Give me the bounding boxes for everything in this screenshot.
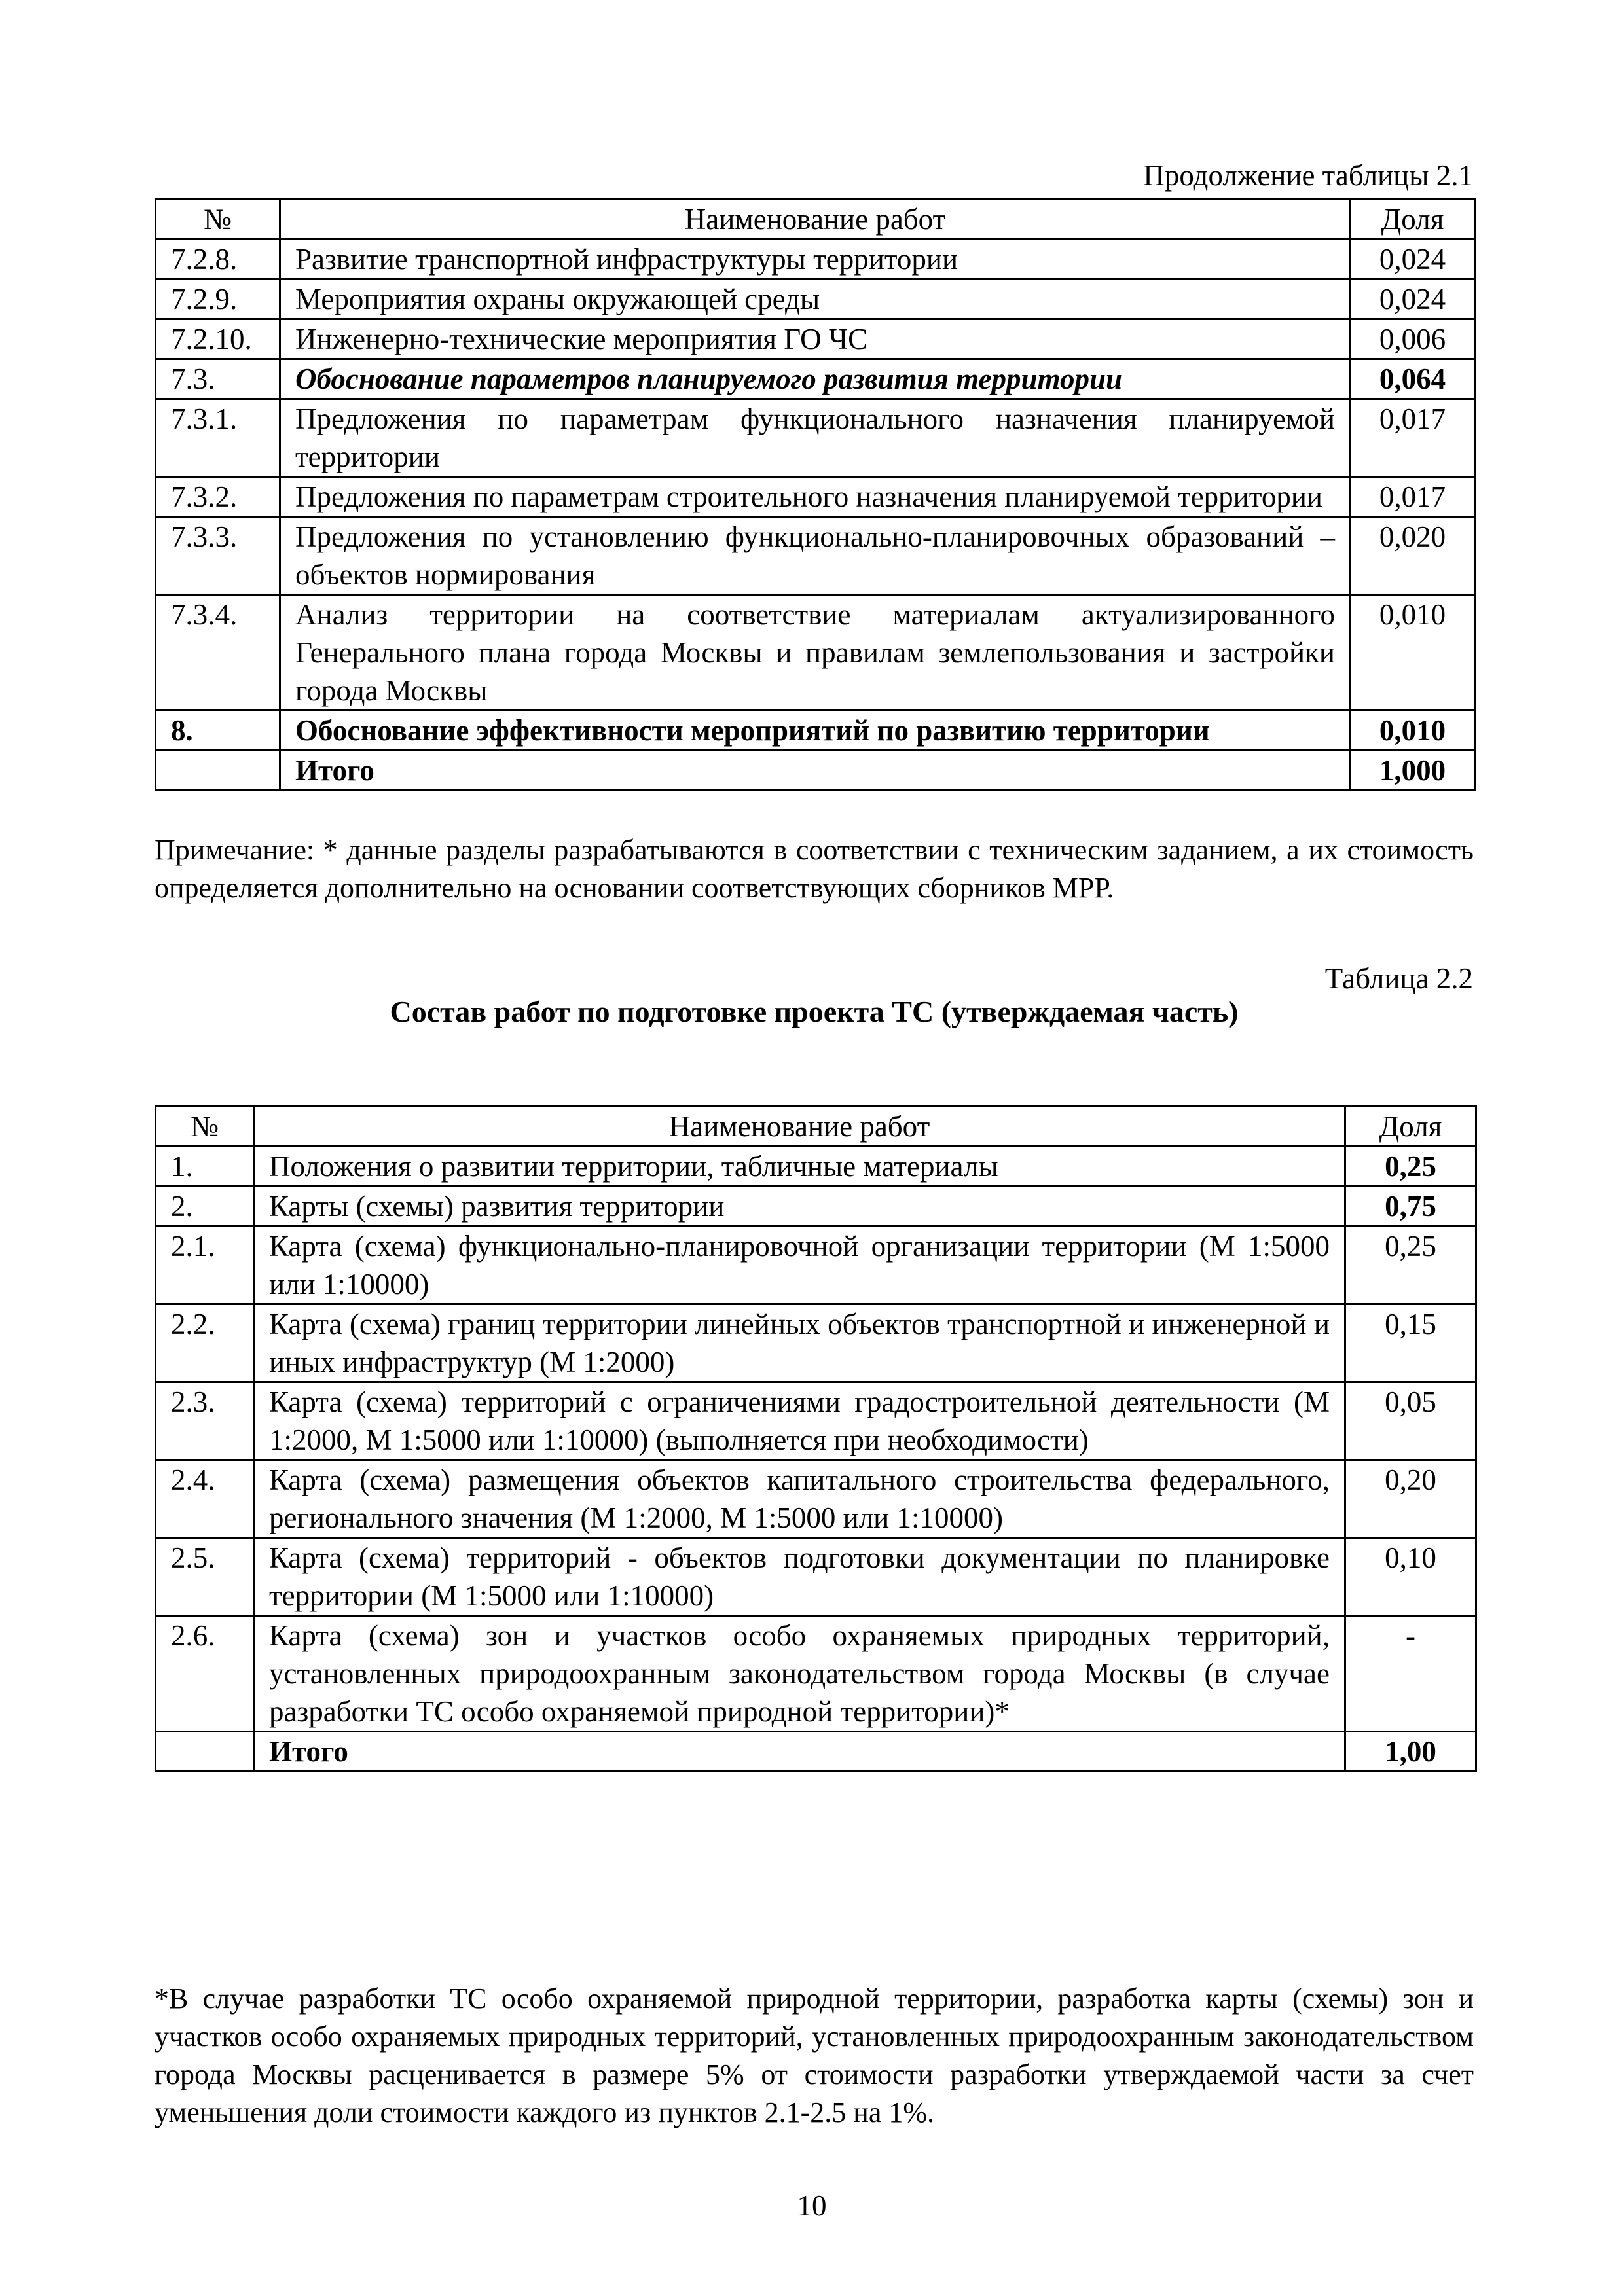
table-row [156, 751, 1475, 791]
table-row [156, 1187, 1476, 1227]
row-share-cell: 0,15 [1345, 1304, 1476, 1382]
row-share-cell: 0,25 [1345, 1147, 1476, 1187]
table2-header-row [156, 1107, 1476, 1147]
table1-header-name: Наименование работ [280, 200, 1351, 240]
row-share-cell: - [1345, 1616, 1476, 1732]
table-row [156, 711, 1475, 751]
row-num-cell: 2.4. [156, 1460, 254, 1538]
table2-label: Таблица 2.2 [1324, 962, 1473, 995]
row-num-cell: 1. [156, 1147, 254, 1187]
table-row [156, 359, 1475, 399]
row-name-cell: Инженерно-технические мероприятия ГО ЧС [280, 319, 1351, 359]
row-share-cell: 0,25 [1345, 1227, 1476, 1304]
table2-title: Состав работ по подготовке проекта ТС (утверждаемая часть) [390, 995, 1239, 1028]
row-num-cell: 2.2. [156, 1304, 254, 1382]
table-row [156, 595, 1475, 711]
row-name-cell: Предложения по параметрам функционального назначения планируемой территории [280, 399, 1351, 477]
row-name-cell: Обоснование параметров планируемого развития территории [280, 359, 1351, 399]
table1 [155, 198, 1476, 791]
table-row [156, 1538, 1476, 1616]
table1-body [156, 200, 1475, 791]
row-share-cell: 0,017 [1351, 477, 1475, 517]
table-row [156, 1732, 1476, 1772]
table-row [156, 240, 1475, 279]
row-name-cell: Развитие транспортной инфраструктуры территории [280, 240, 1351, 279]
table-row [156, 1460, 1476, 1538]
row-num-cell: 2. [156, 1187, 254, 1227]
page-number: 10 [797, 2189, 827, 2222]
table1-header-row [156, 200, 1475, 240]
row-name-cell: Предложения по параметрам строительного назначения планируемой территории [280, 477, 1351, 517]
table1-caption: Продолжение таблицы 2.1 [1143, 159, 1473, 192]
table-row [156, 399, 1475, 477]
row-num-cell: 7.3. [156, 359, 280, 399]
footnote: *В случае разработки ТС особо охраняемой природной территории, разработка карты (схемы) зон и участков особо охраняемых природных территорий, установленных природоохранным законодательством города Москвы расценивается в размере 5% от стоимости разработки утверждаемой части за счет уменьшения доли стоимости каждого из пунктов 2.1-2.5 на 1%. [155, 1982, 1474, 2128]
row-name-cell: Карта (схема) зон и участков особо охраняемых природных территорий, установленных природоохранным законодательством города Москвы (в случае разработки ТС особо охраняемой природной территории)* [254, 1616, 1345, 1732]
row-name-cell: Итого [254, 1732, 1345, 1772]
row-share-cell: 0,10 [1345, 1538, 1476, 1616]
row-num-cell: 7.3.2. [156, 477, 280, 517]
row-share-cell: 0,20 [1345, 1460, 1476, 1538]
table-row [156, 1304, 1476, 1382]
row-num-cell: 7.2.9. [156, 279, 280, 319]
row-name-cell: Карта (схема) границ территории линейных объектов транспортной и инженерной и иных инфраструктур (М 1:2000) [254, 1304, 1345, 1382]
table-row [156, 477, 1475, 517]
row-num-cell [156, 751, 280, 791]
table-row [156, 1382, 1476, 1460]
table2-header-num: № [156, 1107, 254, 1147]
row-name-cell: Карты (схемы) развития территории [254, 1187, 1345, 1227]
row-name-cell: Анализ территории на соответствие материалам актуализированного Генерального плана города Москвы и правилам землепользования и застройки города Москвы [280, 595, 1351, 711]
row-name-cell: Карта (схема) территорий с ограничениями градостроительной деятельности (М 1:2000, М 1:5000 или 1:10000) (выполняется при необходимости) [254, 1382, 1345, 1460]
row-share-cell: 0,024 [1351, 240, 1475, 279]
row-share-cell: 0,024 [1351, 279, 1475, 319]
table-row [156, 517, 1475, 595]
row-share-cell: 0,05 [1345, 1382, 1476, 1460]
row-name-cell: Предложения по установлению функционально-планировочных образований – объектов нормирования [280, 517, 1351, 595]
row-num-cell: 7.3.1. [156, 399, 280, 477]
row-num-cell: 7.2.8. [156, 240, 280, 279]
table2-body [156, 1107, 1476, 1772]
row-num-cell: 2.3. [156, 1382, 254, 1460]
row-num-cell [156, 1732, 254, 1772]
table1-note: Примечание: * данные разделы разрабатываются в соответствии с техническим заданием, а их стоимость определяется дополнительно на основании соответствующих сборников МРР. [155, 834, 1474, 904]
table2-header-name: Наименование работ [254, 1107, 1345, 1147]
row-num-cell: 7.3.3. [156, 517, 280, 595]
row-name-cell: Карта (схема) функционально-планировочной организации территории (М 1:5000 или 1:10000) [254, 1227, 1345, 1304]
table2-header-share: Доля [1345, 1107, 1476, 1147]
row-share-cell: 0,020 [1351, 517, 1475, 595]
table-row [156, 1227, 1476, 1304]
table-row [156, 1147, 1476, 1187]
row-num-cell: 2.6. [156, 1616, 254, 1732]
row-name-cell: Положения о развитии территории, табличные материалы [254, 1147, 1345, 1187]
table-row [156, 279, 1475, 319]
row-share-cell: 0,017 [1351, 399, 1475, 477]
row-name-cell: Мероприятия охраны окружающей среды [280, 279, 1351, 319]
table1-header-num: № [156, 200, 280, 240]
row-num-cell: 2.5. [156, 1538, 254, 1616]
row-name-cell: Обоснование эффективности мероприятий по развитию территории [280, 711, 1351, 751]
row-share-cell: 0,006 [1351, 319, 1475, 359]
row-num-cell: 2.1. [156, 1227, 254, 1304]
row-share-cell: 0,010 [1351, 595, 1475, 711]
table2 [155, 1105, 1477, 1772]
row-num-cell: 8. [156, 711, 280, 751]
row-name-cell: Итого [280, 751, 1351, 791]
row-share-cell: 0,064 [1351, 359, 1475, 399]
row-name-cell: Карта (схема) территорий - объектов подготовки документации по планировке территории (М 1:5000 или 1:10000) [254, 1538, 1345, 1616]
row-num-cell: 7.2.10. [156, 319, 280, 359]
row-share-cell: 0,010 [1351, 711, 1475, 751]
row-share-cell: 0,75 [1345, 1187, 1476, 1227]
table-row [156, 1616, 1476, 1732]
table-row [156, 319, 1475, 359]
row-num-cell: 7.3.4. [156, 595, 280, 711]
row-share-cell: 1,000 [1351, 751, 1475, 791]
row-share-cell: 1,00 [1345, 1732, 1476, 1772]
table1-header-share: Доля [1351, 200, 1475, 240]
row-name-cell: Карта (схема) размещения объектов капитального строительства федерального, регионального значения (М 1:2000, М 1:5000 или 1:10000) [254, 1460, 1345, 1538]
